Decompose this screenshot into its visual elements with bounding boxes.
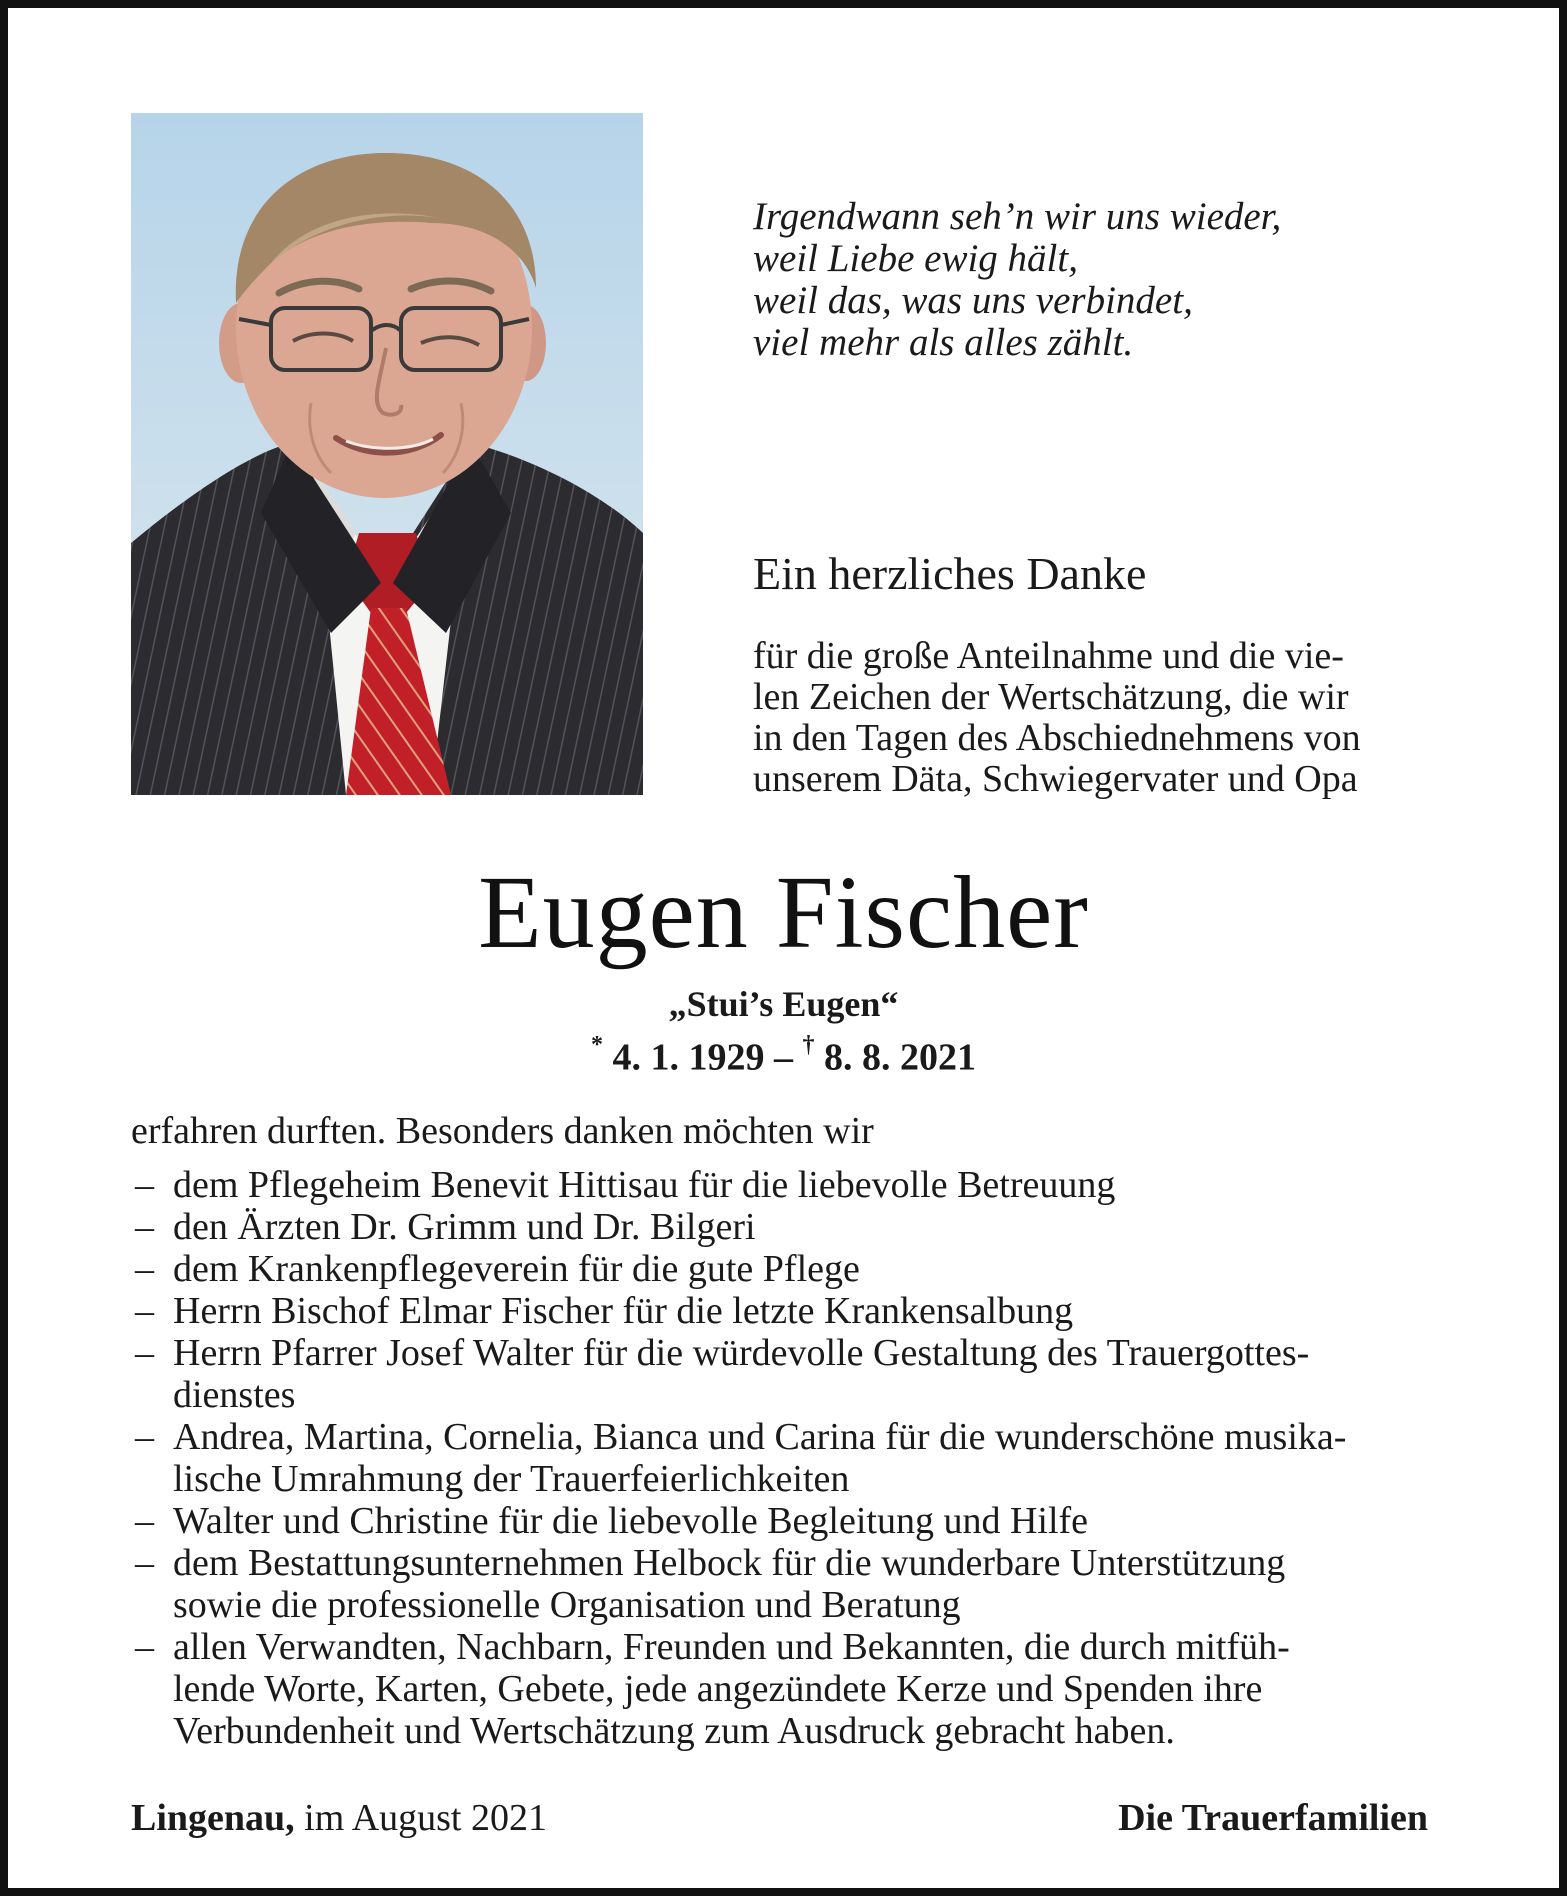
list-dash: –	[135, 1332, 154, 1374]
intro-line: len Zeichen der Wertschätzung, die wir	[753, 676, 1349, 718]
death-symbol: †	[802, 1032, 815, 1058]
list-dash: –	[135, 1416, 154, 1458]
list-item-line: Andrea, Martina, Cornelia, Bianca und Carina für die wunderschöne musika-	[173, 1416, 1347, 1458]
thanks-list-item	[131, 1206, 1451, 1248]
poem-line: weil das, was uns verbindet,	[753, 279, 1193, 322]
list-item-line: dienstes	[173, 1374, 296, 1416]
deceased-name: Eugen Fischer	[478, 855, 1089, 970]
list-dash: –	[135, 1206, 154, 1248]
list-item-text	[173, 1542, 1451, 1626]
list-item-line: dem Krankenpflegeverein für die gute Pflege	[173, 1248, 860, 1290]
place-and-date	[131, 1796, 547, 1840]
list-item-line: Walter und Christine für die liebevolle Begleitung und Hilfe	[173, 1500, 1089, 1542]
birth-date: 4. 1. 1929	[612, 1036, 765, 1079]
list-item-text	[173, 1500, 1451, 1542]
list-item-line: Herrn Pfarrer Josef Walter für die würdevolle Gestaltung des Trauergottes-	[173, 1332, 1310, 1374]
intro-line: für die große Anteilnahme und die vie-	[753, 635, 1344, 677]
thanks-lead-text: erfahren durften. Besonders danken möchten wir	[131, 1110, 874, 1152]
list-item-text	[173, 1332, 1451, 1416]
signature: Die Trauerfamilien	[1118, 1797, 1428, 1839]
portrait-illustration	[131, 113, 643, 795]
list-item-text	[173, 1626, 1451, 1752]
poem-line: viel mehr als alles zählt.	[753, 321, 1134, 364]
death-date: 8. 8. 2021	[824, 1036, 976, 1079]
thanks-list-item	[131, 1332, 1451, 1416]
thanks-list-item	[131, 1248, 1451, 1290]
thanks-list-item	[131, 1500, 1451, 1542]
list-dash: –	[135, 1248, 154, 1290]
list-item-line: lende Worte, Karten, Gebete, jede angezündete Kerze und Spenden ihre	[173, 1668, 1263, 1710]
list-item-line: den Ärzten Dr. Grimm und Dr. Bilgeri	[173, 1206, 756, 1248]
poem-line: Irgendwann seh’n wir uns wieder,	[753, 195, 1282, 238]
thanks-list-item	[131, 1290, 1451, 1332]
poem-line: weil Liebe ewig hält,	[753, 237, 1078, 280]
list-dash: –	[135, 1500, 154, 1542]
thanks-list-item	[131, 1416, 1451, 1500]
date-separator: –	[764, 1036, 803, 1079]
intro-line: unserem Däta, Schwiegervater und Opa	[753, 758, 1358, 800]
birth-symbol: *	[591, 1032, 603, 1058]
list-item-line: allen Verwandten, Nachbarn, Freunden und Bekannten, die durch mitfüh-	[173, 1626, 1290, 1668]
poem	[753, 196, 1473, 364]
thanks-list	[131, 1164, 1451, 1752]
list-item-line: lische Umrahmung der Trauerfeierlichkeiten	[173, 1458, 850, 1500]
list-item-line: Verbundenheit und Wertschätzung zum Ausdruck gebracht haben.	[173, 1710, 1175, 1752]
thanks-list-item	[131, 1164, 1451, 1206]
list-item-text	[173, 1416, 1451, 1500]
intro-line: in den Tagen des Abschiednehmens von	[753, 717, 1361, 759]
list-dash: –	[135, 1290, 154, 1332]
thanks-list-item	[131, 1626, 1451, 1752]
list-item-line: sowie die professionelle Organisation und Beratung	[173, 1584, 961, 1626]
list-dash: –	[135, 1542, 154, 1584]
thank-you-heading: Ein herzliches Danke	[753, 548, 1147, 599]
intro-paragraph	[753, 636, 1453, 800]
list-item-line: dem Pflegeheim Benevit Hittisau für die liebevolle Betreuung	[173, 1164, 1116, 1206]
list-dash: –	[135, 1626, 154, 1668]
deceased-nickname: „Stui’s Eugen“	[668, 984, 899, 1024]
list-item-text	[173, 1206, 1451, 1248]
list-item-line: dem Bestattungsunternehmen Helbock für die wunderbare Unterstützung	[173, 1542, 1286, 1584]
place: Lingenau,	[131, 1797, 295, 1839]
portrait-photo	[131, 113, 643, 795]
list-item-line: Herrn Bischof Elmar Fischer für die letzte Krankensalbung	[173, 1290, 1074, 1332]
date: im August 2021	[294, 1797, 547, 1839]
list-dash: –	[135, 1164, 154, 1206]
life-dates	[8, 1026, 1559, 1081]
thanks-list-item	[131, 1542, 1451, 1626]
list-item-text	[173, 1248, 1451, 1290]
list-item-text	[173, 1164, 1451, 1206]
list-item-text	[173, 1290, 1451, 1332]
